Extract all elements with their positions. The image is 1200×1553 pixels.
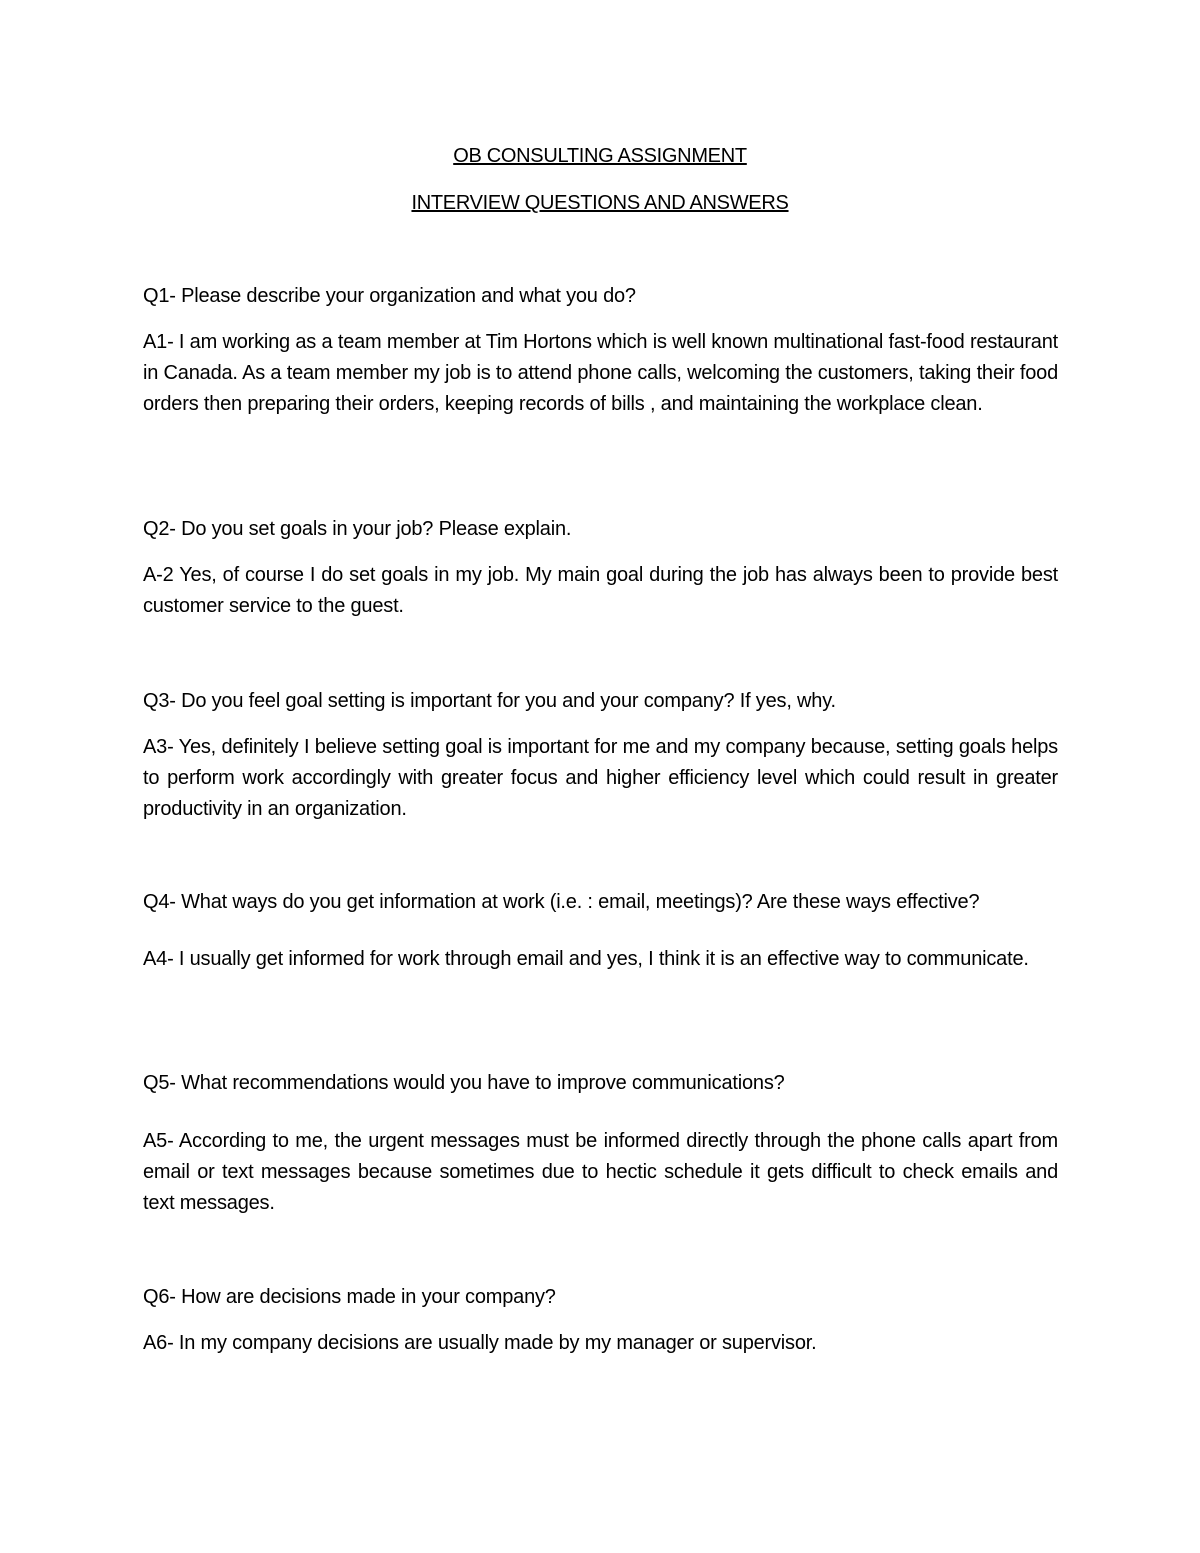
answer-2: A-2 Yes, of course I do set goals in my job. My main goal during the job has always been to provide best customer service to the guest. bbox=[143, 564, 1058, 617]
answer-3: A3- Yes, definitely I believe setting goal is important for me and my company because, setting goals helps to perform work accordingly with greater focus and higher efficiency level which could result in greater productivity in an organization. bbox=[143, 736, 1058, 820]
answer-1: A1- I am working as a team member at Tim Hortons which is well known multinational fast-food restaurant in Canada. As a team member my job is to attend phone calls, welcoming the customers, taking their food orders then preparing their orders, keeping records of bills , and maintaining the workplace clean. bbox=[143, 331, 1058, 415]
document-title: OB CONSULTING ASSIGNMENT bbox=[453, 145, 747, 167]
answer-6: A6- In my company decisions are usually made by my manager or supervisor. bbox=[143, 1332, 817, 1354]
question-1: Q1- Please describe your organization and what you do? bbox=[143, 285, 636, 307]
question-2: Q2- Do you set goals in your job? Please explain. bbox=[143, 518, 572, 540]
answer-4: A4- I usually get informed for work through email and yes, I think it is an effective way to communicate. bbox=[143, 948, 1029, 970]
document-subtitle: INTERVIEW QUESTIONS AND ANSWERS bbox=[411, 192, 789, 214]
question-6: Q6- How are decisions made in your company? bbox=[143, 1286, 556, 1308]
question-4: Q4- What ways do you get information at work (i.e. : email, meetings)? Are these ways effective? bbox=[143, 891, 980, 913]
question-3: Q3- Do you feel goal setting is important for you and your company? If yes, why. bbox=[143, 690, 836, 712]
question-5: Q5- What recommendations would you have to improve communications? bbox=[143, 1072, 785, 1094]
answer-5: A5- According to me, the urgent messages must be informed directly through the phone calls apart from email or text messages because sometimes due to hectic schedule it gets difficult to check emails and text messages. bbox=[143, 1130, 1058, 1214]
